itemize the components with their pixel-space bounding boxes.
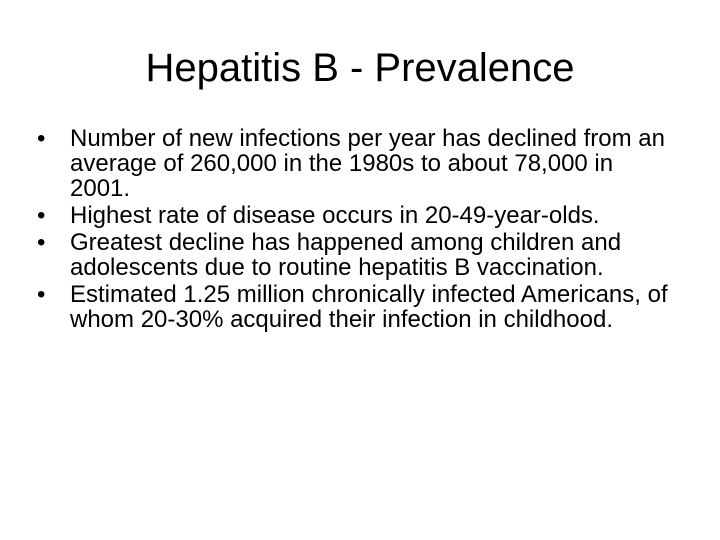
bullet-list — [37, 126, 677, 334]
bullet-text: Number of new infections per year has declined from an average of 260,000 in the 1980s to about 78,000 in 2001. — [70, 125, 665, 202]
slide-title: Hepatitis B - Prevalence — [145, 46, 575, 90]
bullet-text: Highest rate of disease occurs in 20-49-year-olds. — [70, 202, 600, 229]
bullet-text: Estimated 1.25 million chronically infected Americans, of whom 20-30% acquired their infection in childhood. — [70, 281, 668, 333]
bullet-marker: • — [37, 202, 46, 229]
bullet-item — [37, 282, 677, 332]
bullet-text: Greatest decline has happened among children and adolescents due to routine hepatitis B vaccination. — [70, 229, 622, 281]
bullet-marker: • — [37, 125, 46, 152]
bullet-item — [37, 230, 677, 280]
bullet-item — [37, 203, 677, 228]
bullet-marker: • — [37, 281, 46, 308]
bullet-marker: • — [37, 229, 46, 256]
bullet-item — [37, 126, 677, 201]
